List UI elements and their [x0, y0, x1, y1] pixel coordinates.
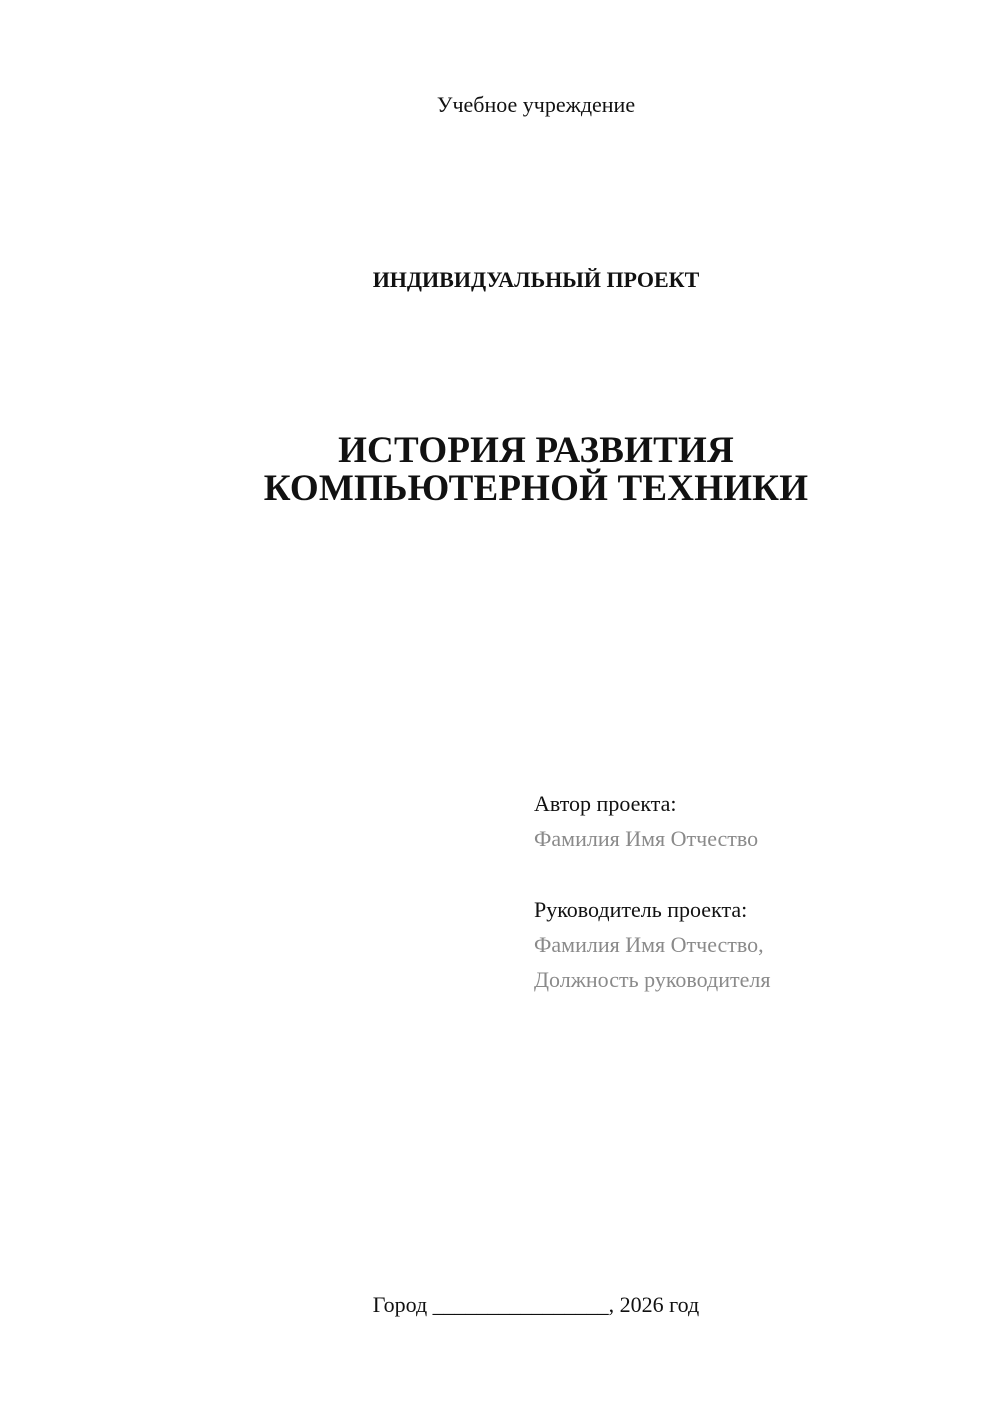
project-title-line-2: КОМПЬЮТЕРНОЙ ТЕХНИКИ: [263, 468, 809, 509]
supervisor-position: Должность руководителя: [534, 967, 771, 992]
supervisor-label: Руководитель проекта:: [534, 897, 748, 922]
supervisor-name: Фамилия Имя Отчество,: [534, 932, 764, 957]
city-year-line: Город ________________, 2026 год: [372, 1292, 700, 1317]
spacer: [534, 856, 974, 892]
project-title: [0, 432, 1000, 508]
author-label: Автор проекта:: [534, 791, 677, 816]
project-title-line-1: ИСТОРИЯ РАЗВИТИЯ: [338, 430, 734, 471]
institution-name: Учебное учреждение: [436, 92, 636, 117]
authors-block: [534, 786, 974, 997]
author-name: Фамилия Имя Отчество: [534, 826, 759, 851]
document-type: ИНДИВИДУАЛЬНЫЙ ПРОЕКТ: [372, 267, 700, 292]
